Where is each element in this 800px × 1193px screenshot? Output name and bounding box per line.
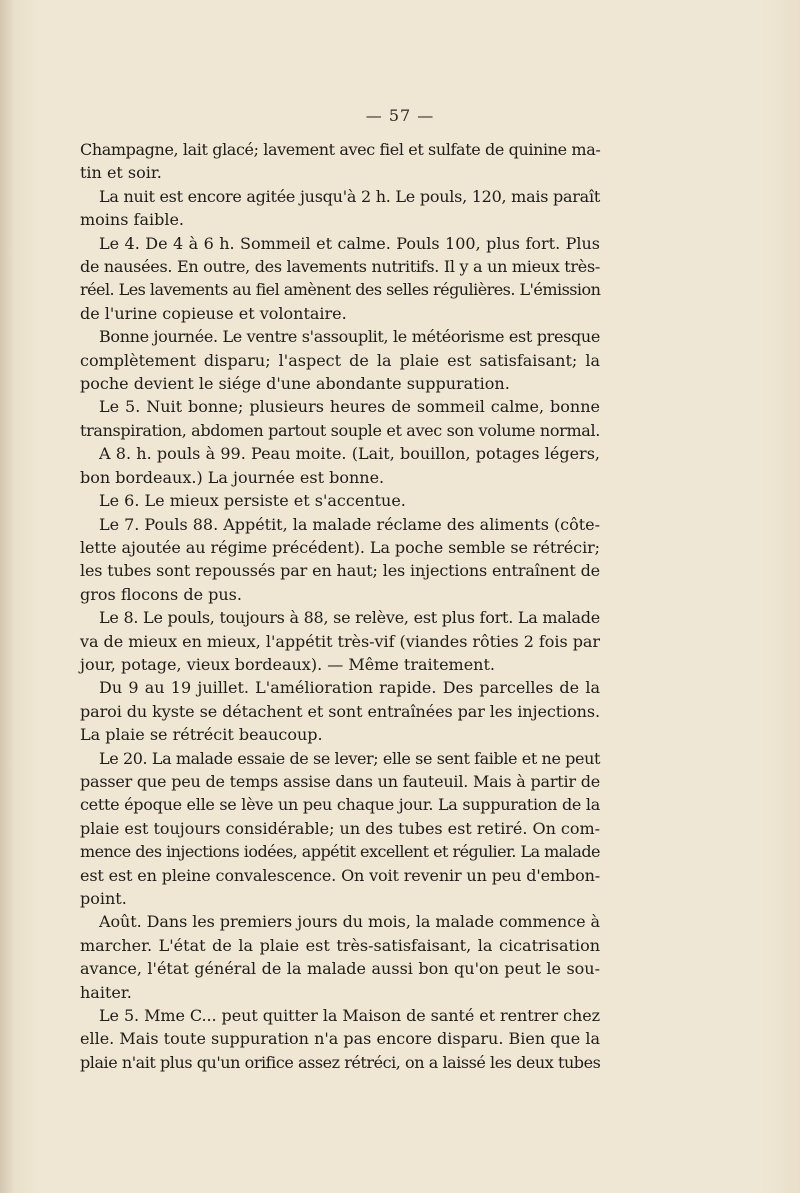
text-line: tin et soir. [80, 163, 162, 183]
page-number: — 57 — [365, 106, 435, 125]
text-line: transpiration, abdomen partout souple et avec son volume normal. [80, 420, 600, 440]
text-line: les tubes sont repoussés par en haut; les injections entraînent de [80, 561, 600, 581]
text-line: réel. Les lavements au fiel amènent des selles régulières. L'émission [80, 280, 601, 300]
text-line: moins faible. [80, 210, 185, 230]
text-line: Le 20. La malade essaie de se lever; elle se sent faible et ne peut [99, 748, 601, 768]
text-line: paroi du kyste se détachent et sont entraînées par les injections. [80, 701, 601, 721]
text-line: La nuit est encore agitée jusqu'à 2 h. Le pouls, 120, mais paraît [99, 186, 601, 206]
text-line: Le 4. De 4 à 6 h. Sommeil et calme. Pouls 100, plus fort. Plus [99, 233, 600, 253]
text-line: lette ajoutée au régime précédent). La poche semble se rétrécir; [80, 537, 600, 557]
text-line: plaie est toujours considérable; un des tubes est retiré. On com- [80, 818, 600, 838]
body-text [80, 138, 600, 1074]
text-line: plaie n'ait plus qu'un orifice assez rétréci, on a laissé les deux tubes [80, 1052, 601, 1072]
text-line: Le 6. Le mieux persiste et s'accentue. [99, 491, 406, 511]
text-line: va de mieux en mieux, l'appétit très-vif (viandes rôties 2 fois par [80, 631, 601, 651]
text-line: Champagne, lait glacé; lavement avec fiel et sulfate de quinine ma- [80, 140, 601, 159]
text-line: haiter. [80, 982, 132, 1002]
text-line: passer que peu de temps assise dans un fauteuil. Mais à partir de [80, 771, 600, 791]
text-line: elle. Mais toute suppuration n'a pas encore disparu. Bien que la [80, 1029, 600, 1049]
page-edge-shadow [0, 0, 14, 1193]
text-line: de nausées. En outre, des lavements nutritifs. Il y a un mieux très- [80, 257, 600, 277]
text-line: poche devient le siége d'une abondante suppuration. [80, 374, 510, 394]
text-line: marcher. L'état de la plaie est très-satisfaisant, la cicatrisation [80, 935, 600, 955]
text-line: Le 7. Pouls 88. Appétit, la malade réclame des aliments (côte- [99, 514, 600, 534]
text-line: Le 8. Le pouls, toujours à 88, se relève, est plus fort. La malade [99, 608, 600, 628]
text-line: cette époque elle se lève un peu chaque jour. La suppuration de la [80, 795, 601, 815]
text-line: Le 5. Mme C... peut quitter la Maison de santé et rentrer chez [99, 1006, 600, 1026]
text-line: jour, potage, vieux bordeaux). — Même traitement. [80, 654, 495, 674]
text-line: complètement disparu; l'aspect de la plaie est satisfaisant; la [80, 350, 600, 370]
text-line: point. [80, 889, 127, 908]
text-line: gros flocons de pus. [80, 584, 242, 604]
text-line: Bonne journée. Le ventre s'assouplit, le météorisme est presque [99, 327, 600, 347]
text-line: mence des injections iodées, appétit excellent et régulier. La malade [80, 842, 600, 862]
text-line: de l'urine copieuse et volontaire. [80, 303, 347, 323]
text-line: Du 9 au 19 juillet. L'amélioration rapide. Des parcelles de la [99, 678, 600, 698]
text-line: Le 5. Nuit bonne; plusieurs heures de sommeil calme, bonne [99, 397, 600, 417]
text-line: bon bordeaux.) La journée est bonne. [80, 467, 385, 487]
text-line: La plaie se rétrécit beaucoup. [80, 725, 323, 745]
text-line: avance, l'état général de la malade aussi bon qu'on peut le sou- [80, 959, 600, 979]
text-line: Août. Dans les premiers jours du mois, la malade commence à [99, 912, 600, 932]
text-line: est est en pleine convalescence. On voit revenir un peu d'embon- [80, 865, 600, 885]
text-line: A 8. h. pouls à 99. Peau moite. (Lait, bouillon, potages légers, [99, 444, 600, 464]
